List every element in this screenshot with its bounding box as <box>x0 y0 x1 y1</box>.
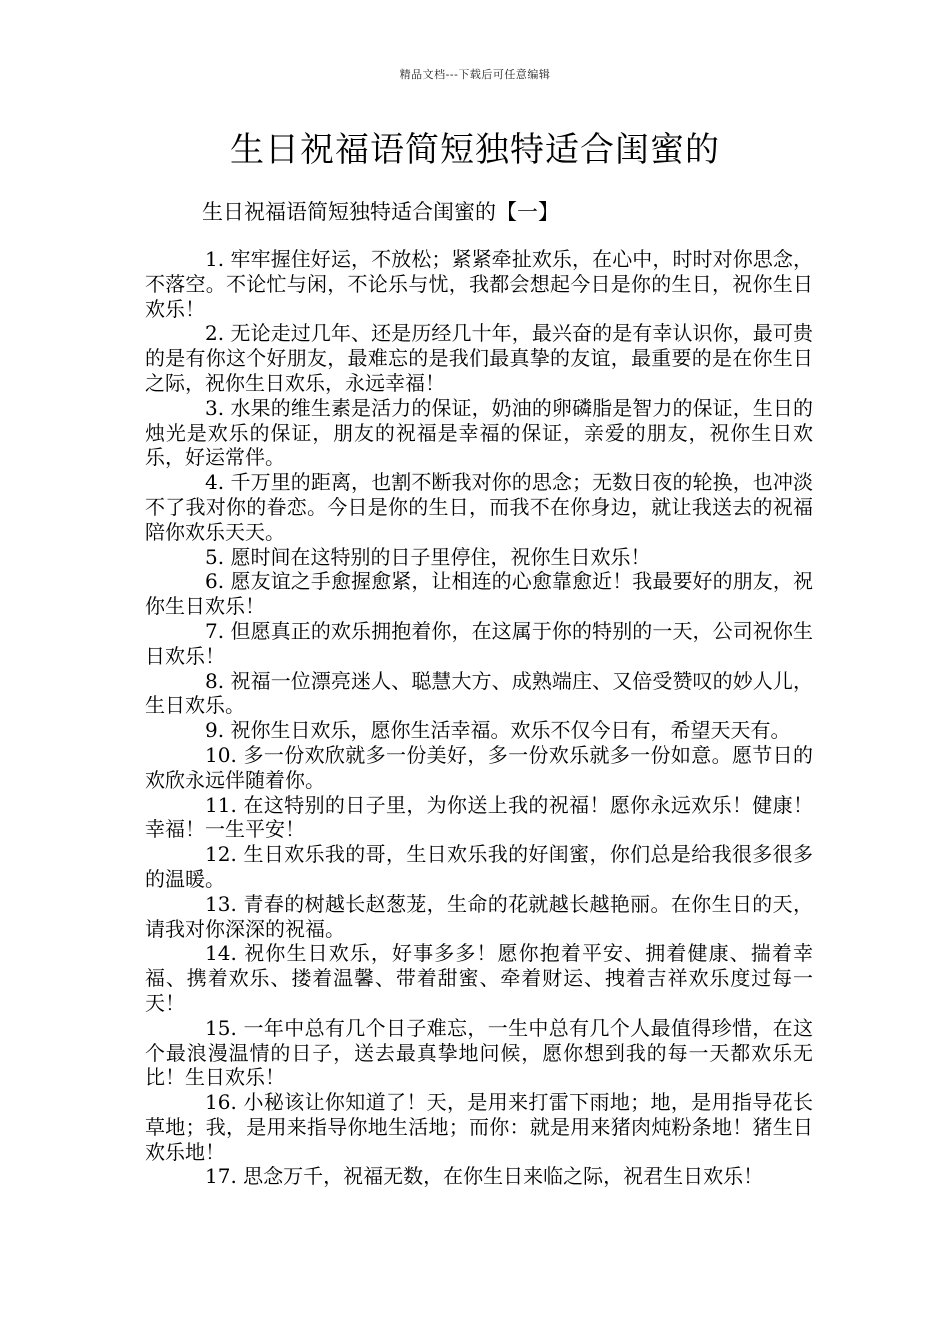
list-item: 7. 但愿真正的欢乐拥抱着你，在这属于你的特别的一天，公司祝你生日欢乐！ <box>145 618 813 668</box>
list-item: 1. 牢牢握住好运，不放松；紧紧牵扯欢乐，在心中，时时对你思念，不落空。不论忙与闲，不论乐与忧，我都会想起今日是你的生日，祝你生日欢乐！ <box>145 247 813 321</box>
list-item: 15. 一年中总有几个日子难忘，一生中总有几个人最值得珍惜，在这个最浪漫温情的日子，送去最真挚地问候，愿你想到我的每一天都欢乐无比！生日欢乐！ <box>145 1015 813 1090</box>
list-item: 11. 在这特别的日子里，为你送上我的祝福！愿你永远欢乐！健康！幸福！一生平安！ <box>145 792 813 842</box>
list-item: 13. 青春的树越长赵葱茏，生命的花就越长越艳丽。在你生日的天，请我对你深深的祝福。 <box>145 891 813 941</box>
list-item: 16. 小秘该让你知道了！天，是用来打雷下雨地；地，是用指导花长草地；我，是用来指导你地生活地；而你：就是用来猪肉炖粉条地！猪生日欢乐地！ <box>145 1090 813 1164</box>
list-item: 2. 无论走过几年、还是历经几十年，最兴奋的是有幸认识你，最可贵的是有你这个好朋友，最难忘的是我们最真挚的友谊，最重要的是在你生日之际，祝你生日欢乐，永远幸福！ <box>145 321 813 395</box>
document-title: 生日祝福语简短独特适合闺蜜的 <box>230 130 720 170</box>
list-item: 17. 思念万千，祝福无数，在你生日来临之际，祝君生日欢乐！ <box>205 1164 764 1189</box>
list-item: 5. 愿时间在这特别的日子里停住，祝你生日欢乐！ <box>205 544 651 569</box>
wish-list <box>145 247 813 1189</box>
list-item: 6. 愿友谊之手愈握愈紧，让相连的心愈靠愈近！我最要好的朋友，祝你生日欢乐！ <box>145 569 813 619</box>
list-item: 9. 祝你生日欢乐，愿你生活幸福。欢乐不仅今日有，希望天天有。 <box>205 718 791 743</box>
list-item: 8. 祝福一位漂亮迷人、聪慧大方、成熟端庄、又倍受赞叹的妙人儿，生日欢乐。 <box>145 668 813 718</box>
list-item: 4. 千万里的距离，也割不断我对你的思念；无数日夜的轮换，也冲淡不了我对你的眷恋。今日是你的生日，而我不在你身边，就让我送去的祝福陪你欢乐天天。 <box>145 470 813 544</box>
page-header-note: 精品文档---下载后可任意编辑 <box>399 68 551 81</box>
section-heading: 生日祝福语简短独特适合闺蜜的【一】 <box>202 200 559 224</box>
list-item: 10. 多一份欢欣就多一份美好，多一份欢乐就多一份如意。愿节日的欢欣永远伴随着你。 <box>145 742 813 792</box>
list-item: 12. 生日欢乐我的哥，生日欢乐我的好闺蜜，你们总是给我很多很多的温暖。 <box>145 842 813 891</box>
list-item: 14. 祝你生日欢乐，好事多多！愿你抱着平安、拥着健康、揣着幸福、携着欢乐、搂着温馨、带着甜蜜、牵着财运、拽着吉祥欢乐度过每一天！ <box>145 941 813 1015</box>
list-item: 3. 水果的维生素是活力的保证，奶油的卵磷脂是智力的保证，生日的烛光是欢乐的保证，朋友的祝福是幸福的保证，亲爱的朋友，祝你生日欢乐，好运常伴。 <box>145 395 813 470</box>
